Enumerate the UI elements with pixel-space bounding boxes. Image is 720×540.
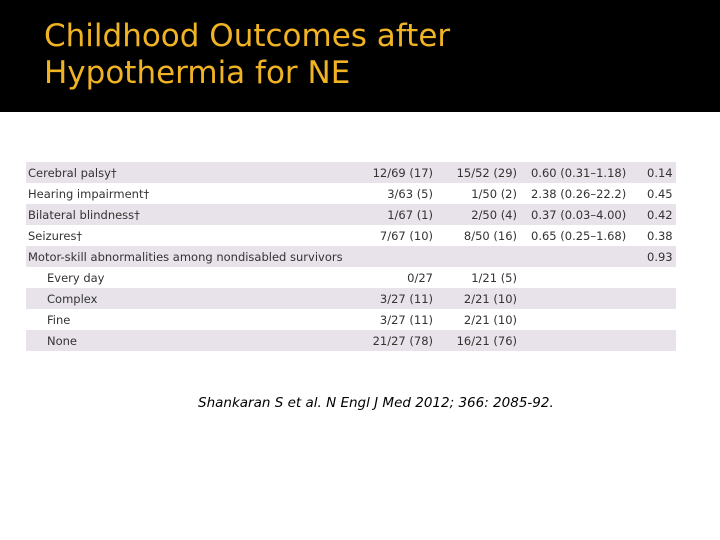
hypothermia-value: 21/27 (78) [359, 330, 439, 351]
p-value: 0.45 [641, 183, 676, 204]
slide-title-line-1: Childhood Outcomes after [44, 18, 451, 54]
control-value: 2/50 (4) [439, 204, 523, 225]
row-label: Motor-skill abnormalities among nondisabled survivors [26, 246, 359, 267]
p-value: 0.38 [641, 225, 676, 246]
table-row [26, 183, 676, 204]
citation: Shankaran S et al. N Engl J Med 2012; 366: 2085-92. [198, 395, 554, 411]
outcomes-table-body [26, 162, 676, 351]
row-label: Hearing impairment† [26, 183, 359, 204]
control-value: 15/52 (29) [439, 162, 523, 183]
p-value [641, 309, 676, 330]
p-value: 0.14 [641, 162, 676, 183]
risk-ratio-value [523, 267, 641, 288]
risk-ratio-value [523, 288, 641, 309]
table-row [26, 267, 676, 288]
slide-title-line-2: Hypothermia for NE [44, 55, 351, 91]
control-value: 8/50 (16) [439, 225, 523, 246]
control-value [439, 246, 523, 267]
risk-ratio-value: 0.60 (0.31–1.18) [523, 162, 641, 183]
row-label: Seizures† [26, 225, 359, 246]
control-value: 2/21 (10) [439, 309, 523, 330]
risk-ratio-value: 0.65 (0.25–1.68) [523, 225, 641, 246]
control-value: 16/21 (76) [439, 330, 523, 351]
risk-ratio-value: 2.38 (0.26–22.2) [523, 183, 641, 204]
row-label: Bilateral blindness† [26, 204, 359, 225]
p-value [641, 288, 676, 309]
hypothermia-value: 0/27 [359, 267, 439, 288]
title-band [0, 0, 720, 112]
p-value [641, 267, 676, 288]
table-row [26, 162, 676, 183]
p-value [641, 330, 676, 351]
control-value: 1/50 (2) [439, 183, 523, 204]
table-row [26, 288, 676, 309]
control-value: 2/21 (10) [439, 288, 523, 309]
row-label: None [26, 330, 359, 351]
row-label: Complex [26, 288, 359, 309]
slide-title [44, 18, 450, 92]
row-label: Fine [26, 309, 359, 330]
hypothermia-value: 7/67 (10) [359, 225, 439, 246]
row-label: Every day [26, 267, 359, 288]
hypothermia-value: 12/69 (17) [359, 162, 439, 183]
control-value: 1/21 (5) [439, 267, 523, 288]
risk-ratio-value [523, 330, 641, 351]
table-row [26, 204, 676, 225]
hypothermia-value: 1/67 (1) [359, 204, 439, 225]
risk-ratio-value [523, 309, 641, 330]
table-row [26, 225, 676, 246]
p-value: 0.93 [641, 246, 676, 267]
hypothermia-value: 3/27 (11) [359, 288, 439, 309]
hypothermia-value [359, 246, 439, 267]
row-label: Cerebral palsy† [26, 162, 359, 183]
p-value: 0.42 [641, 204, 676, 225]
table-row [26, 330, 676, 351]
hypothermia-value: 3/27 (11) [359, 309, 439, 330]
table-row [26, 246, 676, 267]
risk-ratio-value: 0.37 (0.03–4.00) [523, 204, 641, 225]
table-row [26, 309, 676, 330]
outcomes-table-container [26, 162, 676, 351]
risk-ratio-value [523, 246, 641, 267]
hypothermia-value: 3/63 (5) [359, 183, 439, 204]
outcomes-table [26, 162, 676, 351]
